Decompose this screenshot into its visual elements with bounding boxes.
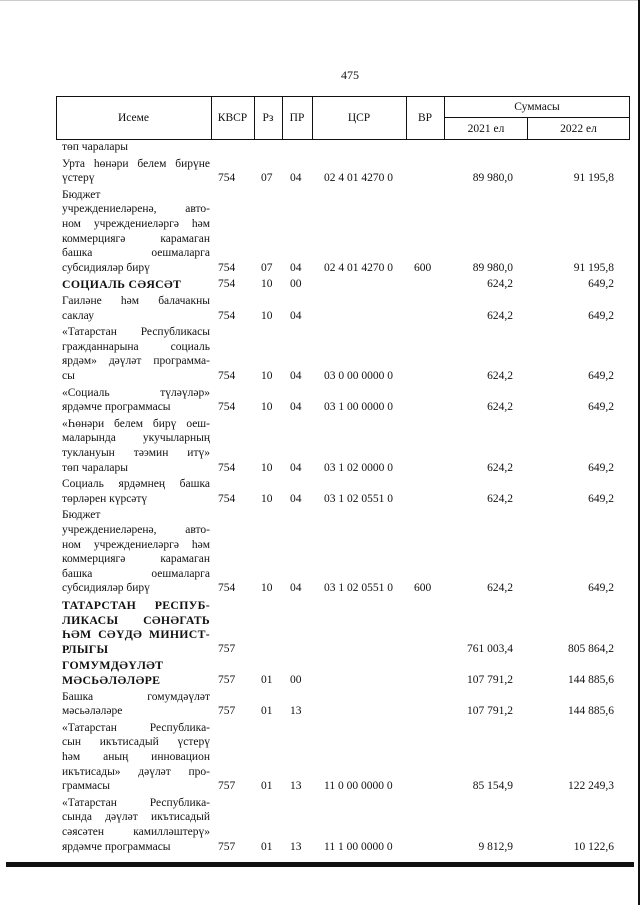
row-name-line: коммерциягә карамаган (62, 553, 210, 566)
row-sum-2022: 649,2 (588, 582, 614, 595)
row-name-line: учреждениеләренә, авто- (62, 203, 210, 216)
header-year-2022: 2022 ел (560, 122, 597, 135)
row-kvsr: 754 (218, 401, 236, 414)
row-pr: 00 (290, 673, 302, 686)
row-csr: 11 1 00 0000 0 (324, 840, 393, 853)
row-kvsr: 754 (218, 582, 236, 595)
table-row (56, 294, 630, 323)
row-name (62, 658, 210, 687)
header-csr: ЦСР (347, 112, 371, 124)
row-rz: 10 (261, 278, 273, 291)
row-name-line: субсидияләр бирү (62, 582, 150, 595)
row-pr: 04 (290, 369, 302, 382)
row-kvsr: 757 (218, 673, 236, 686)
row-name-line: ҺӘМ СӘҮДӘ МИНИСТ- (62, 627, 210, 642)
page-bottom-bar (6, 862, 634, 867)
row-sum-2021: 624,2 (487, 309, 513, 322)
row-name-line: ЛИКАСЫ СӘНӘГАТЬ (62, 612, 210, 627)
table-row (56, 690, 630, 719)
row-kvsr: 754 (218, 261, 236, 274)
row-name-line: төп чаралары (62, 141, 128, 153)
row-name (62, 386, 210, 415)
row-rz: 10 (261, 492, 273, 505)
row-kvsr: 754 (218, 369, 236, 382)
row-pr: 13 (290, 780, 302, 793)
row-sum-2021: 85 154,9 (472, 780, 513, 793)
row-kvsr: 754 (218, 278, 236, 291)
table-row (56, 325, 630, 383)
row-name-line: Урта һөнәри белем бирүне (62, 157, 210, 170)
row-kvsr: 757 (218, 840, 236, 853)
table-row (56, 658, 630, 687)
row-name-line: ном учреждениеләргә һәм (62, 538, 210, 551)
table-row (56, 277, 630, 292)
row-name-line: коммерциягә карамаган (62, 232, 210, 245)
row-name (62, 796, 210, 854)
row-rz: 01 (261, 840, 273, 853)
row-name-line: сәясәтен камилләштерү» (62, 825, 210, 838)
row-name (62, 277, 210, 292)
row-name (62, 325, 210, 383)
table-row (56, 417, 630, 475)
row-kvsr: 754 (218, 309, 236, 322)
row-name-line: ТАТАРСТАН РЕСПУБ- (62, 598, 210, 612)
row-pr: 04 (290, 461, 302, 474)
row-name (62, 188, 210, 276)
table-row (56, 188, 630, 276)
row-sum-2022: 649,2 (588, 369, 614, 382)
row-name-line: ярдәм» дәүләт программа- (62, 355, 210, 368)
row-name-line: СОЦИАЛЬ СӘЯСӘТ (62, 277, 182, 292)
table-row (56, 477, 630, 506)
row-name (62, 157, 210, 186)
row-name-line: субсидияләр бирү (62, 261, 150, 274)
row-sum-2021: 761 003,4 (467, 642, 513, 655)
table-row (56, 598, 630, 656)
row-name-line: Социаль ярдәмнең башка (62, 478, 210, 491)
row-name-line: РЛЫГЫ (62, 641, 109, 656)
page-top-edge (0, 0, 640, 5)
row-pr: 04 (290, 261, 302, 274)
row-sum-2022: 649,2 (588, 401, 614, 414)
row-name-line: Башка гомумдәүләт (62, 690, 210, 703)
row-name-line: «Татарстан Республикасы (62, 326, 210, 339)
row-name-line: һәм аның инновацион (62, 750, 210, 763)
row-rz: 01 (261, 780, 273, 793)
row-rz: 10 (261, 309, 273, 322)
row-sum-2021: 89 980,0 (472, 261, 513, 274)
row-name-line: башка оешмаларга (62, 567, 210, 580)
row-name (62, 721, 210, 794)
row-name-line: икътисады» дәүләт про- (62, 765, 210, 778)
row-kvsr: 754 (218, 461, 236, 474)
row-name-line: Бюджет (62, 188, 101, 201)
row-rz: 01 (261, 673, 273, 686)
row-name-line: мәсьәләләре (62, 705, 123, 718)
table-row (56, 721, 630, 794)
row-sum-2021: 624,2 (487, 369, 513, 382)
row-csr: 03 0 00 0000 0 (324, 369, 393, 382)
row-sum-2022: 649,2 (588, 309, 614, 322)
row-sum-2022: 649,2 (588, 461, 614, 474)
row-pr: 13 (290, 840, 302, 853)
row-kvsr: 754 (218, 492, 236, 505)
header-pr: ПР (289, 112, 305, 124)
row-sum-2021: 624,2 (487, 461, 513, 474)
row-sum-2022: 122 249,3 (568, 780, 614, 793)
row-rz: 10 (261, 461, 273, 474)
row-sum-2022: 10 122,6 (573, 840, 614, 853)
row-name (62, 294, 210, 323)
row-csr: 11 0 00 0000 0 (324, 780, 393, 793)
row-sum-2022: 805 864,2 (568, 642, 614, 655)
row-name-line: МӘСЬӘЛӘЛӘРЕ (62, 672, 161, 687)
row-name-line: башка оешмаларга (62, 247, 210, 260)
row-name-line: маларында укучыларның (62, 432, 210, 445)
row-kvsr: 754 (218, 172, 236, 185)
row-pr: 04 (290, 492, 302, 505)
row-sum-2021: 107 791,2 (467, 673, 513, 686)
table-row (56, 508, 630, 596)
row-sum-2021: 89 980,0 (472, 172, 513, 185)
header-rz: Рз (262, 112, 274, 124)
header-kvsr: КВСР (217, 112, 248, 124)
row-name (62, 690, 210, 719)
row-name-line: туклануын тәэмин итү» (62, 446, 210, 459)
row-vr: 600 (414, 261, 432, 274)
row-name-line: Бюджет (62, 509, 101, 522)
table-row (56, 157, 630, 186)
row-name-line: «Татарстан Республика- (62, 796, 210, 809)
row-pr: 04 (290, 582, 302, 595)
row-name-line: ярдәмче программасы (62, 840, 171, 853)
row-rz: 10 (261, 369, 273, 382)
row-name-line: сы (62, 369, 75, 382)
row-name-line: «Һөнәри белем бирү оеш- (62, 417, 210, 430)
table-header (56, 96, 630, 140)
row-kvsr: 757 (218, 705, 236, 718)
row-name (62, 477, 210, 506)
row-sum-2022: 649,2 (588, 492, 614, 505)
row-sum-2022: 91 195,8 (573, 172, 614, 185)
row-name-line: ГОМУМДӘҮЛӘТ (62, 658, 164, 673)
row-sum-2022: 649,2 (588, 278, 614, 291)
row-name-line: сын икътисадый үстерү (62, 736, 210, 749)
row-rz: 10 (261, 582, 273, 595)
row-csr: 03 1 02 0000 0 (324, 461, 393, 474)
row-sum-2021: 624,2 (487, 278, 513, 291)
row-csr: 02 4 01 4270 0 (324, 261, 393, 274)
row-pr: 04 (290, 309, 302, 322)
row-name-line: төп чаралары (62, 461, 128, 474)
row-sum-2021: 624,2 (487, 492, 513, 505)
row-pr: 13 (290, 705, 302, 718)
row-csr: 03 1 02 0551 0 (324, 582, 393, 595)
row-sum-2021: 107 791,2 (467, 705, 513, 718)
row-sum-2021: 624,2 (487, 582, 513, 595)
row-name (62, 598, 210, 656)
row-name (62, 417, 210, 475)
row-name (62, 508, 210, 596)
row-name-line: саклау (62, 309, 94, 322)
row-csr: 03 1 02 0551 0 (324, 492, 393, 505)
row-name-line: төрләрен күрсәтү (62, 492, 148, 505)
header-year-2021: 2021 ел (467, 122, 505, 135)
row-rz: 07 (261, 261, 273, 274)
row-kvsr: 757 (218, 780, 236, 793)
header-vr: ВР (417, 112, 433, 124)
table-row (56, 386, 630, 415)
row-rz: 10 (261, 401, 273, 414)
row-sum-2022: 144 885,6 (568, 705, 614, 718)
row-name-line: гражданнарына социаль (62, 340, 210, 353)
row-name (62, 140, 210, 155)
row-name-line: сында дәүләт икътисадый (62, 811, 210, 824)
row-sum-2022: 91 195,8 (573, 261, 614, 274)
row-sum-2022: 144 885,6 (568, 673, 614, 686)
row-vr: 600 (414, 582, 432, 595)
table-row (56, 140, 630, 155)
table-row (56, 796, 630, 854)
row-name-line: граммасы (62, 780, 110, 793)
row-csr: 03 1 00 0000 0 (324, 401, 393, 414)
row-name-line: учреждениеләренә, авто- (62, 523, 210, 536)
row-pr: 00 (290, 278, 302, 291)
row-pr: 04 (290, 401, 302, 414)
row-sum-2021: 624,2 (487, 401, 513, 414)
row-kvsr: 757 (218, 642, 236, 655)
row-csr: 02 4 01 4270 0 (324, 172, 393, 185)
page-number: 475 (341, 68, 359, 82)
row-name-line: ном учреждениеләргә һәм (62, 217, 210, 230)
header-sums: Суммасы (514, 100, 560, 113)
row-rz: 01 (261, 705, 273, 718)
header-name: Исеме (117, 112, 150, 124)
row-sum-2021: 9 812,9 (478, 840, 513, 853)
row-name-line: «Татарстан Республика- (62, 721, 210, 734)
row-name-line: Гаиләне һәм балачакны (62, 295, 210, 307)
row-rz: 07 (261, 172, 273, 185)
row-name-line: үстерү (62, 172, 95, 185)
row-name-line: ярдәмче программасы (62, 401, 171, 414)
row-pr: 04 (290, 172, 302, 185)
row-name-line: «Социаль түләүләр» (62, 386, 210, 399)
